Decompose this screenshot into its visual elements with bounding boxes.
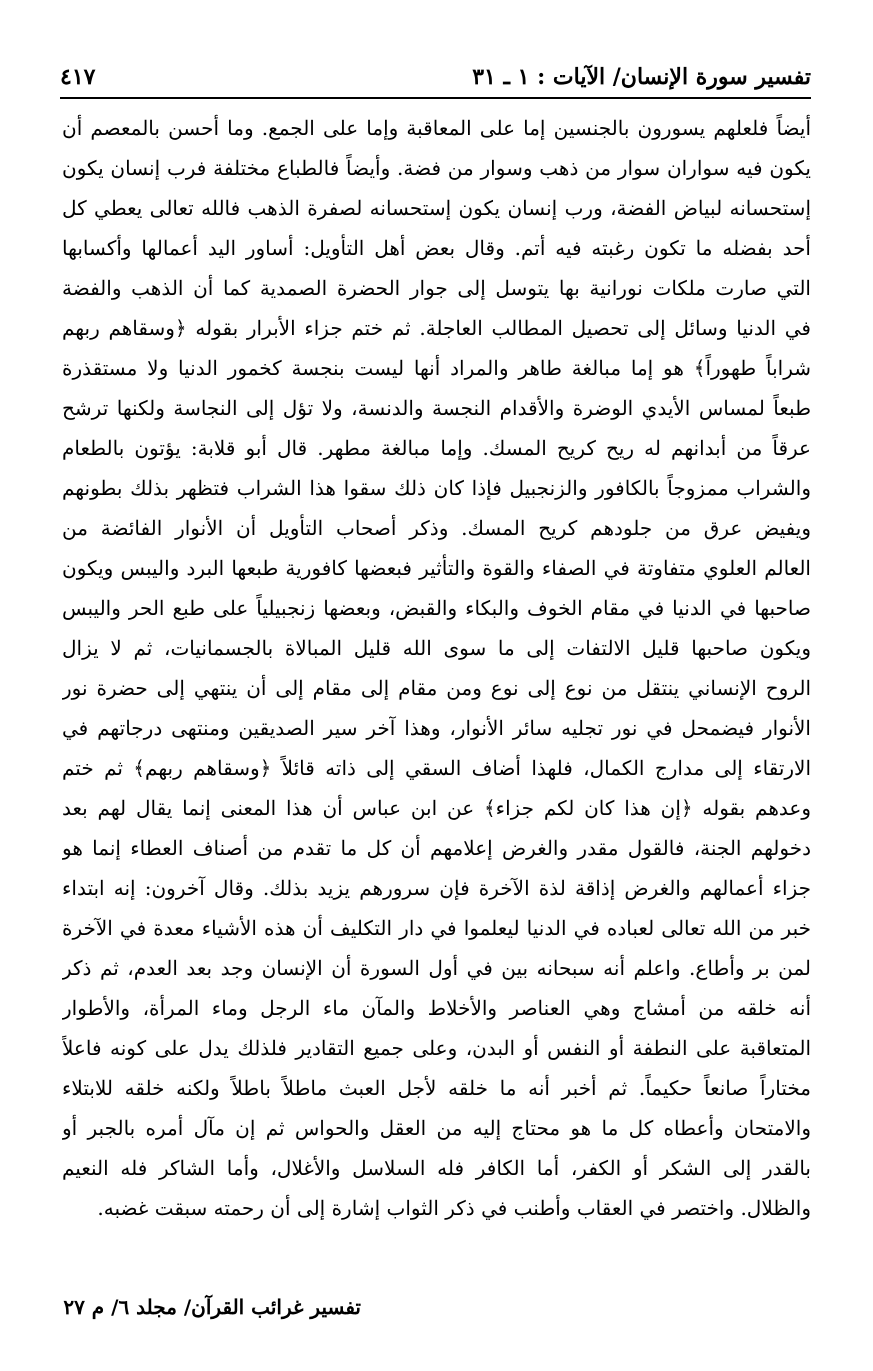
text-line: يكون فيه سواران سوار من ذهب وسوار من فضة. وأيضاً فالطباع مختلفة فرب إنسان يكون xyxy=(62,156,811,180)
text-line: الأنوار فيضمحل في نور تجليه سائر الأنوار، وهذا آخر سير الصديقين ومنتهى درجاتهم في xyxy=(62,716,811,740)
running-header xyxy=(60,60,811,94)
header-rule xyxy=(60,97,811,99)
text-line: والشراب ممزوجاً بالكافور والزنجبيل فإذا كان ذلك سقوا هذا الشراب فتظهر بذلك بطونهم xyxy=(62,476,811,500)
page-number: ٤١٧ xyxy=(60,64,96,90)
text-line: جزاء أعمالهم والغرض إذاقة لذة الآخرة فإن سرورهم يزيد بذلك. وقال آخرون: إنه ابتداء xyxy=(62,876,811,900)
text-line: المتعاقبة على النطفة أو النفس أو البدن، وعلى جميع التقادير فلذلك يدل على كونه فاعلاً xyxy=(62,1036,811,1060)
text-line: العالم العلوي متفاوتة في الصفاء والقوة والتأثير فبعضها كافورية طبعها البرد واليبس ويكون xyxy=(62,556,811,580)
text-line: أنه خلقه من أمشاج وهي العناصر والأخلاط والمآن ماء الرجل وماء المرأة، والأطوار xyxy=(62,996,811,1020)
text-line: صاحبها في الدنيا في مقام الخوف والبكاء والقبض، وبعضها زنجبيلياً على طبع الحر واليبس xyxy=(62,596,811,620)
text-line: الارتقاء إلى مدارج الكمال، فلهذا أضاف السقي إلى ذاته قائلاً ﴿وسقاهم ربهم﴾ ثم ختم xyxy=(62,756,811,780)
text-line: الروح الإنساني ينتقل من نوع إلى نوع ومن مقام إلى مقام إلى أن ينتهي إلى حضرة نور xyxy=(62,676,811,700)
text-line: ويكون صاحبها قليل الالتفات إلى ما سوى الله قليل المبالاة بالجسمانيات، ثم لا يزال xyxy=(62,636,811,660)
text-line: دخولهم الجنة، فالقول مقدر والغرض إعلامهم أن كل ما تقدم من أصناف العطاء إنما هو xyxy=(62,836,811,860)
header-title: تفسير سورة الإنسان/ الآيات : ١ ـ ٣١ xyxy=(472,64,811,90)
text-line: مختاراً صانعاً حكيماً. ثم أخبر أنه ما خلقه لأجل العبث ماطلاً باطلاً ولكنه خلقه للابتلاء xyxy=(62,1076,811,1100)
text-line: التي صارت ملكات نورانية بها يتوسل إلى جوار الحضرة الصمدية كما أن الذهب والفضة xyxy=(62,276,811,300)
text-line: إستحسانه لبياض الفضة، ورب إنسان يكون إستحسانه لصفرة الذهب فالله تعالى يعطي كل xyxy=(62,196,811,220)
text-line: بالقدر إلى الشكر أو الكفر، أما الكافر فله السلاسل والأغلال، وأما الشاكر فله النعيم xyxy=(62,1156,811,1180)
text-line: أحد بفضله ما تكون رغبته فيه أتم. وقال بعض أهل التأويل: أساور اليد أعمالها وأكسابها xyxy=(62,236,811,260)
text-line: وعدهم بقوله ﴿إن هذا كان لكم جزاء﴾ عن ابن عباس أن هذا المعنى إنما يقال لهم بعد xyxy=(62,796,811,820)
text-line: عرقاً من أبدانهم له ريح كريح المسك. وإما مبالغة مطهر. قال أبو قلابة: يؤتون بالطعام xyxy=(62,436,811,460)
text-line: ويفيض عرق من جلودهم كريح المسك. وذكر أصحاب التأويل أن الأنوار الفائضة من xyxy=(62,516,811,540)
text-line: شراباً طهوراً﴾ هو إما مبالغة طاهر والمراد أنها ليست بنجسة كخمور الدنيا ولا مستقذرة xyxy=(62,356,811,380)
text-line: لمن بر وأطاع. واعلم أنه سبحانه بين في أول السورة أن الإنسان وجد بعد العدم، ثم ذكر xyxy=(62,956,811,980)
footer-signature: تفسير غرائب القرآن/ مجلد ٦/ م ٢٧ xyxy=(63,1295,361,1319)
text-line: خبر من الله تعالى لعباده في الدنيا ليعلموا في دار التكليف أن هذه الأشياء معدة في الآخرة xyxy=(62,916,811,940)
text-line: والامتحان وأعطاه كل ما هو محتاج إليه من العقل والحواس ثم إن مآل أمره بالجبر أو xyxy=(62,1116,811,1140)
body-text xyxy=(62,108,811,1228)
text-line: في الدنيا وسائل إلى تحصيل المطالب العاجلة. ثم ختم جزاء الأبرار بقوله ﴿وسقاهم ربهم xyxy=(62,316,811,340)
text-line: والظلال. واختصر في العقاب وأطنب في ذكر الثواب إشارة إلى أن رحمته سبقت غضبه. xyxy=(97,1196,811,1220)
text-line: طبعاً لمساس الأيدي الوضرة والأقدام النجسة والدنسة، ولا تؤل إلى النجاسة ولكنها ترشح xyxy=(62,396,811,420)
text-line: أيضاً فلعلهم يسورون بالجنسين إما على المعاقبة وإما على الجمع. وما أحسن بالمعصم أن xyxy=(62,116,811,140)
